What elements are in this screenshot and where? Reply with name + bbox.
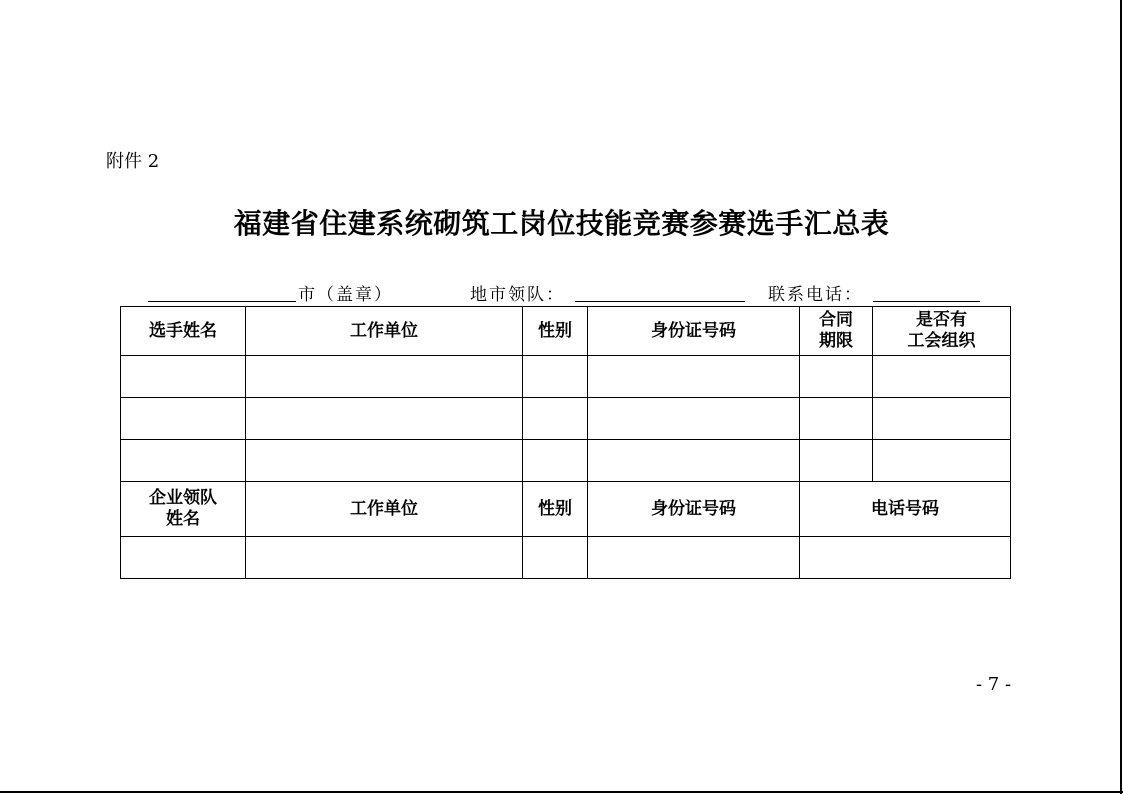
cell-name[interactable] — [121, 398, 246, 440]
phone-blank[interactable] — [873, 280, 980, 302]
cell-contract-term[interactable] — [800, 356, 873, 398]
header-leader-id-number: 身份证号码 — [588, 482, 800, 537]
summary-table — [120, 306, 1011, 579]
cell-gender[interactable] — [523, 356, 588, 398]
header-union: 是否有 工会组织 — [873, 307, 1011, 356]
page-right-border — [1120, 0, 1122, 794]
page-number: - 7 - — [976, 674, 1012, 695]
cell-work-unit[interactable] — [246, 440, 523, 482]
cell-name[interactable] — [121, 440, 246, 482]
cell-name[interactable] — [121, 356, 246, 398]
leader-label: 地市领队： — [470, 285, 565, 305]
table-row — [121, 537, 1011, 579]
cell-union[interactable] — [873, 440, 1011, 482]
header-leader-gender: 性别 — [523, 482, 588, 537]
cell-gender[interactable] — [523, 398, 588, 440]
table-row — [121, 440, 1011, 482]
cell-id-number[interactable] — [588, 356, 800, 398]
cell-leader-id-number[interactable] — [588, 537, 800, 579]
attachment-label: 附件 2 — [106, 151, 160, 172]
cell-leader-name[interactable] — [121, 537, 246, 579]
cell-id-number[interactable] — [588, 440, 800, 482]
info-line — [148, 280, 980, 304]
phone-label: 联系电话： — [768, 285, 863, 305]
header-work-unit: 工作单位 — [246, 307, 523, 356]
header-id-number: 身份证号码 — [588, 307, 800, 356]
cell-work-unit[interactable] — [246, 356, 523, 398]
cell-id-number[interactable] — [588, 398, 800, 440]
leader-header-row — [121, 482, 1011, 537]
table-row — [121, 356, 1011, 398]
cell-union[interactable] — [873, 398, 1011, 440]
cell-phone-number[interactable] — [800, 537, 1011, 579]
city-label: 市（盖章） — [298, 285, 393, 305]
cell-union[interactable] — [873, 356, 1011, 398]
cell-work-unit[interactable] — [246, 398, 523, 440]
cell-leader-work-unit[interactable] — [246, 537, 523, 579]
leader-blank[interactable] — [575, 280, 745, 302]
page-bottom-border — [0, 791, 1123, 793]
cell-contract-term[interactable] — [800, 398, 873, 440]
header-contestant-name: 选手姓名 — [121, 307, 246, 356]
header-contract-term: 合同 期限 — [800, 307, 873, 356]
header-leader-name: 企业领队 姓名 — [121, 482, 246, 537]
table-row — [121, 398, 1011, 440]
cell-contract-term[interactable] — [800, 440, 873, 482]
cell-gender[interactable] — [523, 440, 588, 482]
document-title: 福建省住建系统砌筑工岗位技能竞赛参赛选手汇总表 — [233, 207, 890, 240]
header-leader-work-unit: 工作单位 — [246, 482, 523, 537]
header-phone-number: 电话号码 — [800, 482, 1011, 537]
city-blank[interactable] — [148, 280, 296, 302]
header-gender: 性别 — [523, 307, 588, 356]
contestant-header-row — [121, 307, 1011, 356]
cell-leader-gender[interactable] — [523, 537, 588, 579]
